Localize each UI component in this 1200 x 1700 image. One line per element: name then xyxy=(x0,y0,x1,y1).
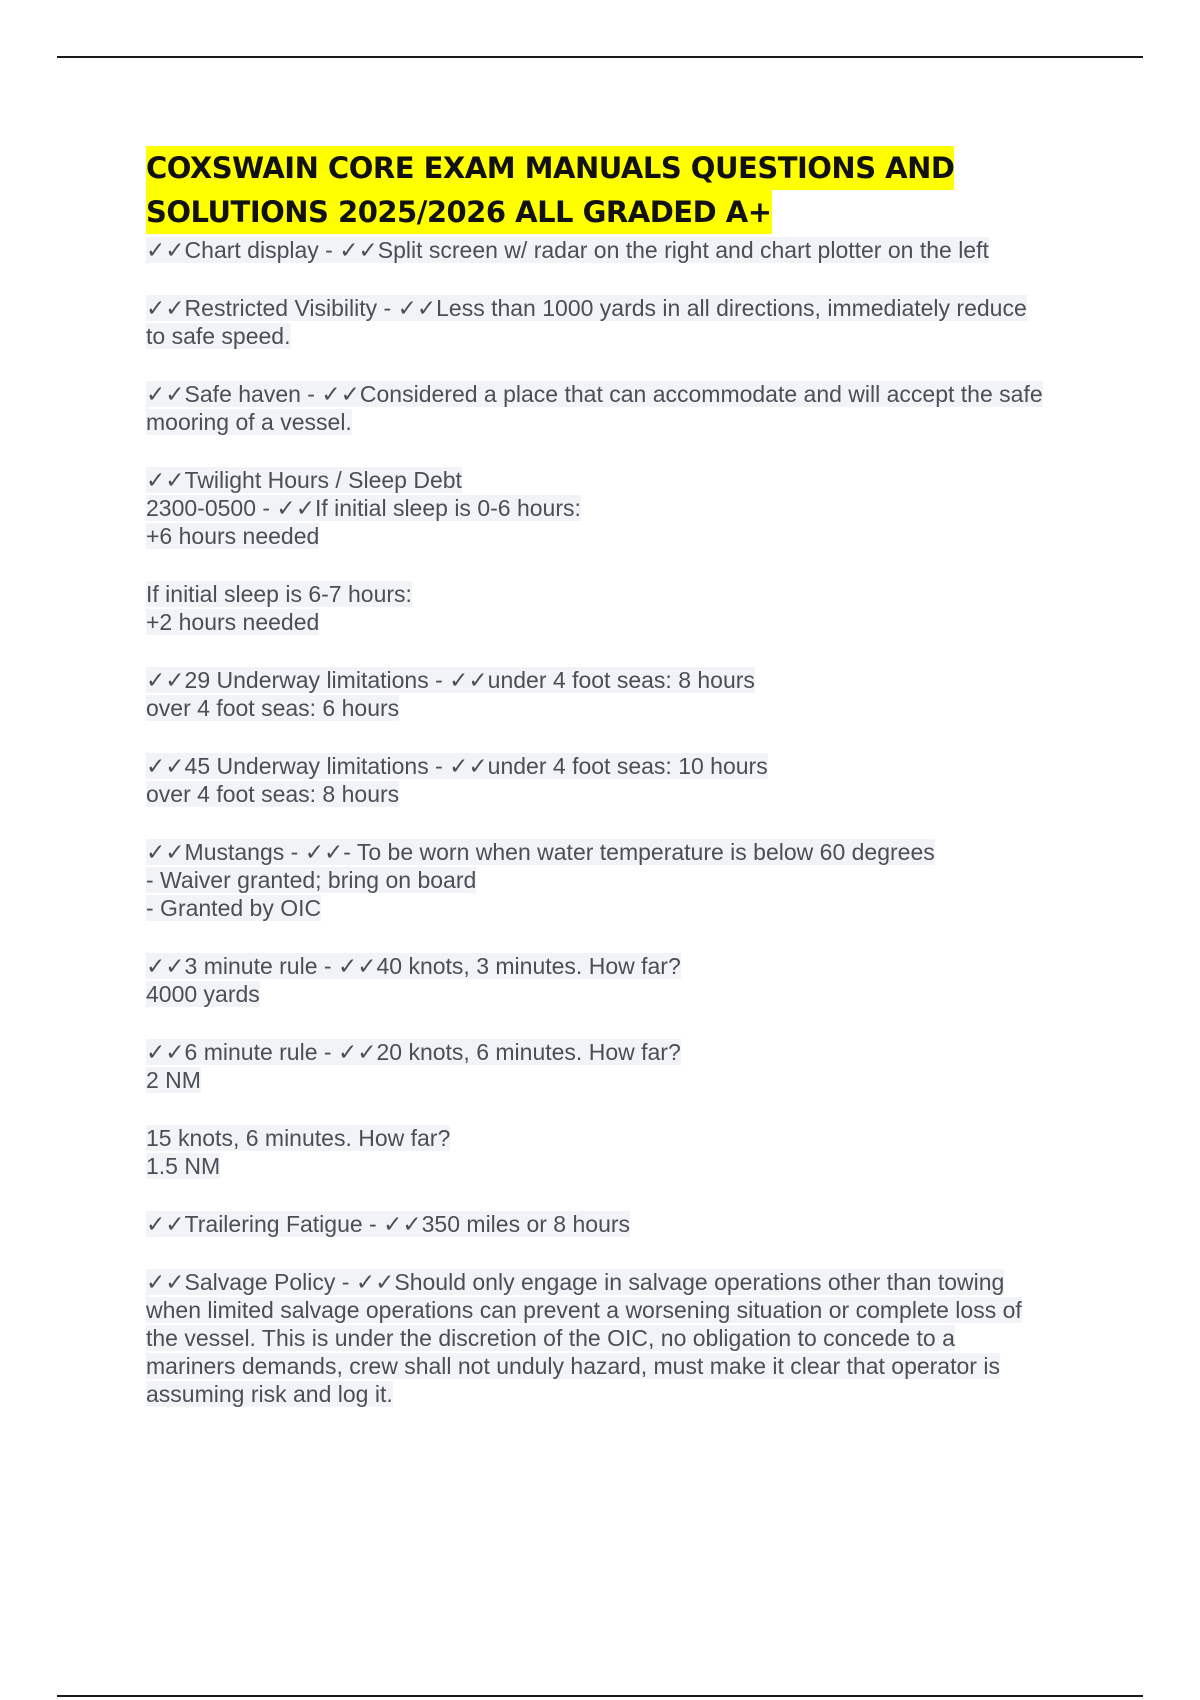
qa-entry-twilight-hours xyxy=(146,466,1106,550)
entry-line: - Granted by OIC xyxy=(146,895,322,921)
footer-rule xyxy=(57,1695,1143,1697)
document-title xyxy=(146,146,1106,234)
entry-line: over 4 foot seas: 8 hours xyxy=(146,781,400,807)
entry-line: 15 knots, 6 minutes. How far? xyxy=(146,1125,451,1151)
entry-line: ✓✓Mustangs - ✓✓- To be worn when water temperature is below 60 degrees xyxy=(146,839,935,865)
qa-list xyxy=(146,236,1106,1408)
header-rule xyxy=(57,56,1143,58)
qa-entry-twilight-hours-cont xyxy=(146,580,1106,636)
entry-line: 4000 yards xyxy=(146,981,260,1007)
entry-line: assuming risk and log it. xyxy=(146,1381,393,1407)
entry-line: +6 hours needed xyxy=(146,523,320,549)
qa-entry-6-minute-rule xyxy=(146,1038,1106,1094)
entry-line: If initial sleep is 6-7 hours: xyxy=(146,581,412,607)
entry-line: ✓✓Trailering Fatigue - ✓✓350 miles or 8 hours xyxy=(146,1211,631,1237)
qa-entry-45-underway xyxy=(146,752,1106,808)
entry-line: over 4 foot seas: 6 hours xyxy=(146,695,400,721)
entry-line: ✓✓Safe haven - ✓✓Considered a place that can accommodate and will accept the safe xyxy=(146,381,1043,407)
entry-line: the vessel. This is under the discretion of the OIC, no obligation to concede to a xyxy=(146,1325,955,1351)
qa-entry-safe-haven xyxy=(146,380,1106,436)
entry-line: ✓✓45 Underway limitations - ✓✓under 4 foot seas: 10 hours xyxy=(146,753,768,779)
entry-line: 2 NM xyxy=(146,1067,201,1093)
qa-entry-chart-display xyxy=(146,236,1106,264)
entry-line: ✓✓Twilight Hours / Sleep Debt xyxy=(146,467,462,493)
qa-entry-29-underway xyxy=(146,666,1106,722)
qa-entry-3-minute-rule xyxy=(146,952,1106,1008)
entry-line: +2 hours needed xyxy=(146,609,320,635)
entry-line: ✓✓29 Underway limitations - ✓✓under 4 foot seas: 8 hours xyxy=(146,667,755,693)
entry-line: when limited salvage operations can prevent a worsening situation or complete loss of xyxy=(146,1297,1022,1323)
qa-entry-6-minute-rule-cont xyxy=(146,1124,1106,1180)
entry-line: 2300-0500 - ✓✓If initial sleep is 0-6 hours: xyxy=(146,495,581,521)
qa-entry-restricted-visibility xyxy=(146,294,1106,350)
entry-line: ✓✓Salvage Policy - ✓✓Should only engage in salvage operations other than towing xyxy=(146,1269,1005,1295)
document-body xyxy=(146,146,1106,1438)
qa-entry-mustangs xyxy=(146,838,1106,922)
entry-line: ✓✓Chart display - ✓✓Split screen w/ radar on the right and chart plotter on the left xyxy=(146,237,989,263)
entry-line: ✓✓6 minute rule - ✓✓20 knots, 6 minutes. How far? xyxy=(146,1039,681,1065)
entry-line: ✓✓3 minute rule - ✓✓40 knots, 3 minutes. How far? xyxy=(146,953,681,979)
title-line-1: COXSWAIN CORE EXAM MANUALS QUESTIONS AND xyxy=(146,146,954,190)
entry-line: - Waiver granted; bring on board xyxy=(146,867,477,893)
qa-entry-trailering-fatigue xyxy=(146,1210,1106,1238)
title-line-2: SOLUTIONS 2025/2026 ALL GRADED A+ xyxy=(146,190,772,234)
qa-entry-salvage-policy xyxy=(146,1268,1106,1408)
entry-line: mooring of a vessel. xyxy=(146,409,352,435)
entry-line: to safe speed. xyxy=(146,323,291,349)
entry-line: ✓✓Restricted Visibility - ✓✓Less than 1000 yards in all directions, immediately reduce xyxy=(146,295,1027,321)
entry-line: 1.5 NM xyxy=(146,1153,221,1179)
entry-line: mariners demands, crew shall not unduly hazard, must make it clear that operator is xyxy=(146,1353,1000,1379)
